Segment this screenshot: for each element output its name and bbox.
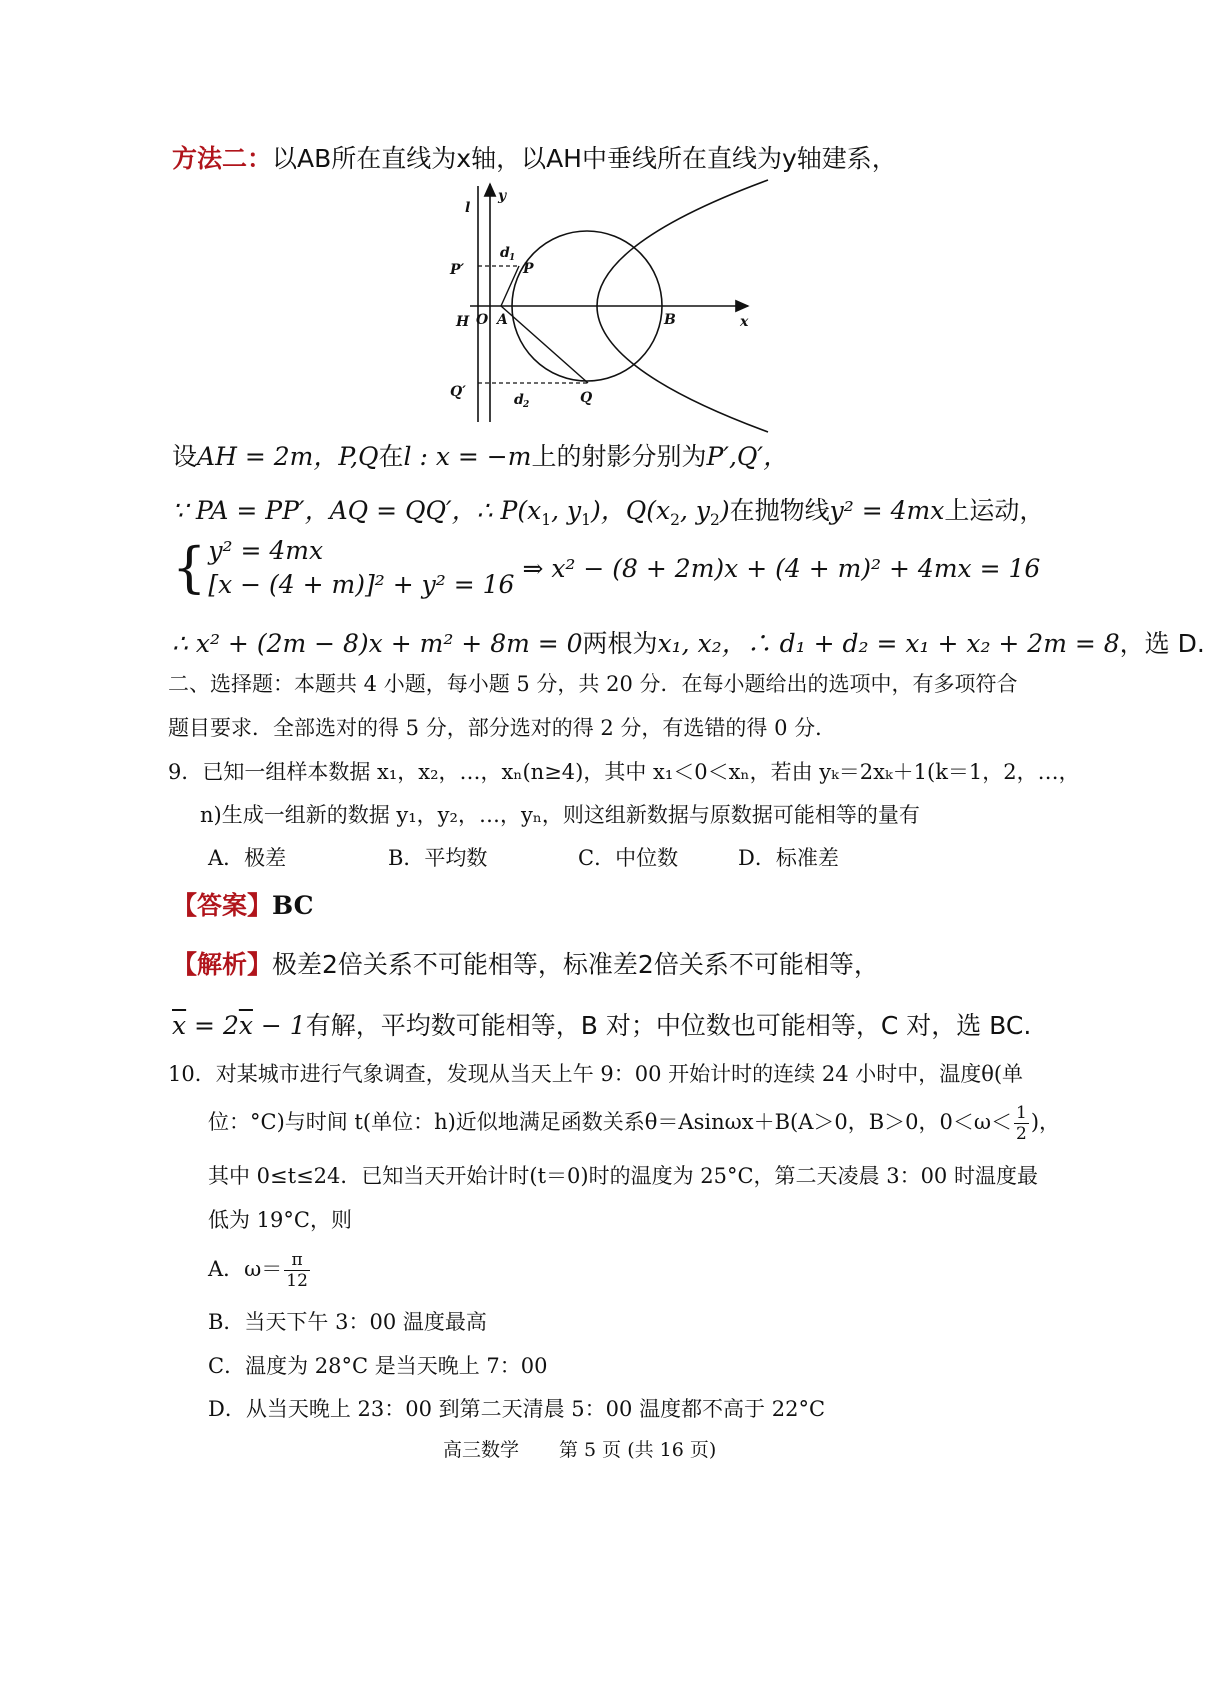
- q9-line-1: 9．已知一组样本数据 x₁，x₂，…，xₙ(n≥4)，其中 x₁＜0＜xₙ，若由 yₖ＝2xₖ＋1(k＝1，2，…，: [168, 760, 1080, 784]
- label-h: H: [456, 314, 470, 330]
- system-eq-2: [x − (4 + m)]² + y² = 16: [208, 570, 515, 599]
- q9-options: [208, 842, 839, 872]
- q9-analysis-2: $\overline{x} = 2\overline{x} - 1$有解，平均数可能相等，B 对；中位数也可能相等，C 对，选 BC.: [172, 1011, 1032, 1040]
- solution-system: {y² = 4mx [x − (4 + m)]² + y² = 16⇒ x² − (8 + 2m)x + (4 + m)² + 4mx = 16: [172, 536, 1041, 599]
- q10-option-a: A．ω＝ $\frac{\pi}{12}$: [208, 1250, 308, 1291]
- q10-line-3: 其中 0≤t≤24．已知当天开始计时(t＝0)时的温度为 25°C，第二天凌晨 3：00 时温度最: [208, 1164, 1038, 1188]
- label-d1: d: [500, 245, 510, 261]
- section2-line-2: 题目要求．全部选对的得 5 分，部分选对的得 2 分，有选错的得 0 分．: [168, 716, 837, 740]
- label-p: P: [523, 261, 534, 277]
- q10-option-b: B．当天下午 3：00 温度最高: [208, 1310, 487, 1334]
- q9-option-b: B．平均数: [388, 846, 488, 870]
- system-eq-1: y² = 4mx: [208, 536, 324, 565]
- label-a: A: [497, 312, 508, 328]
- method2-line: [172, 139, 897, 175]
- analysis-label: 【解析】: [172, 950, 273, 979]
- label-d2-sub: 2: [523, 400, 530, 410]
- q10-option-d: D．从当天晚上 23：00 到第二天清晨 5：00 温度都不高于 22°C: [208, 1397, 826, 1421]
- answer-label: 【答案】: [172, 891, 273, 920]
- q9-option-d: D．标准差: [738, 846, 839, 870]
- analysis-text-1: 极差2倍关系不可能相等，标准差2倍关系不可能相等，: [272, 950, 879, 979]
- label-x: x: [740, 314, 749, 330]
- label-q-prime: Q′: [450, 384, 466, 400]
- answer-value: BC: [272, 891, 314, 920]
- footer-subject: 高三数学: [443, 1439, 520, 1461]
- label-d2: d: [514, 392, 524, 408]
- q10-line-4: 低为 19°C，则: [208, 1208, 352, 1232]
- label-q: Q: [580, 390, 593, 406]
- label-l: l: [465, 200, 471, 216]
- q10-line-1: 10．对某城市进行气象调查，发现从当天上午 9：00 开始计时的连续 24 小时中，温度θ(单: [168, 1062, 1024, 1086]
- segment-aq: [501, 306, 588, 383]
- footer-page-number: 第 5 页 (共 16 页): [559, 1439, 717, 1461]
- label-d1-sub: 1: [509, 253, 516, 263]
- q9-option-a: A．极差: [208, 846, 287, 870]
- label-b: B: [664, 312, 676, 328]
- q10-line-2: 位：°C)与时间 t(单位：h)近似地满足函数关系θ＝Asinωx＋B(A＞0，B＞0，0＜ω＜ $\frac{1}{2}$ )，: [208, 1103, 1061, 1144]
- label-p-prime: P′: [450, 262, 465, 278]
- solution-line-1: 设AH = 2m，P,Q在l : x = −m上的射影分别为P′,Q′，: [172, 442, 789, 471]
- q9-answer: [172, 886, 314, 922]
- method2-label: 方法二：: [172, 144, 273, 173]
- label-o: O: [476, 312, 489, 328]
- q9-option-c: C．中位数: [578, 846, 679, 870]
- label-y: y: [498, 188, 507, 204]
- segment-ap: [501, 266, 519, 306]
- page-footer: [443, 1435, 716, 1462]
- solution-line-4: ∴ x² + (2m − 8)x + m² + 8m = 0两根为x₁, x₂，∴ d₁ + d₂ = x₁ + x₂ + 2m = 8，选 D.: [172, 629, 1205, 658]
- system-result: ⇒ x² − (8 + 2m)x + (4 + m)² + 4mx = 16: [522, 553, 1041, 583]
- solution-line-2: ∵ PA = PP′，AQ = QQ′，∴ $P(x_1$, $y_1$)，$Q(x_2$, $y_2$)在抛物线y² = 4mx上运动，: [172, 496, 1045, 529]
- q10-option-c: C．温度为 28°C 是当天晚上 7：00: [208, 1354, 548, 1378]
- q9-line-2: n)生成一组新的数据 y₁，y₂，…，yₙ，则这组新数据与原数据可能相等的量有: [200, 803, 920, 827]
- q9-analysis-1: [172, 945, 879, 981]
- method2-text: 以AB所在直线为x轴，以AH中垂线所在直线为y轴建系，: [272, 144, 897, 173]
- section2-line-1: 二、选择题：本题共 4 小题，每小题 5 分，共 20 分．在每小题给出的选项中，有多项符合: [168, 672, 1018, 696]
- geometry-figure: [450, 178, 780, 428]
